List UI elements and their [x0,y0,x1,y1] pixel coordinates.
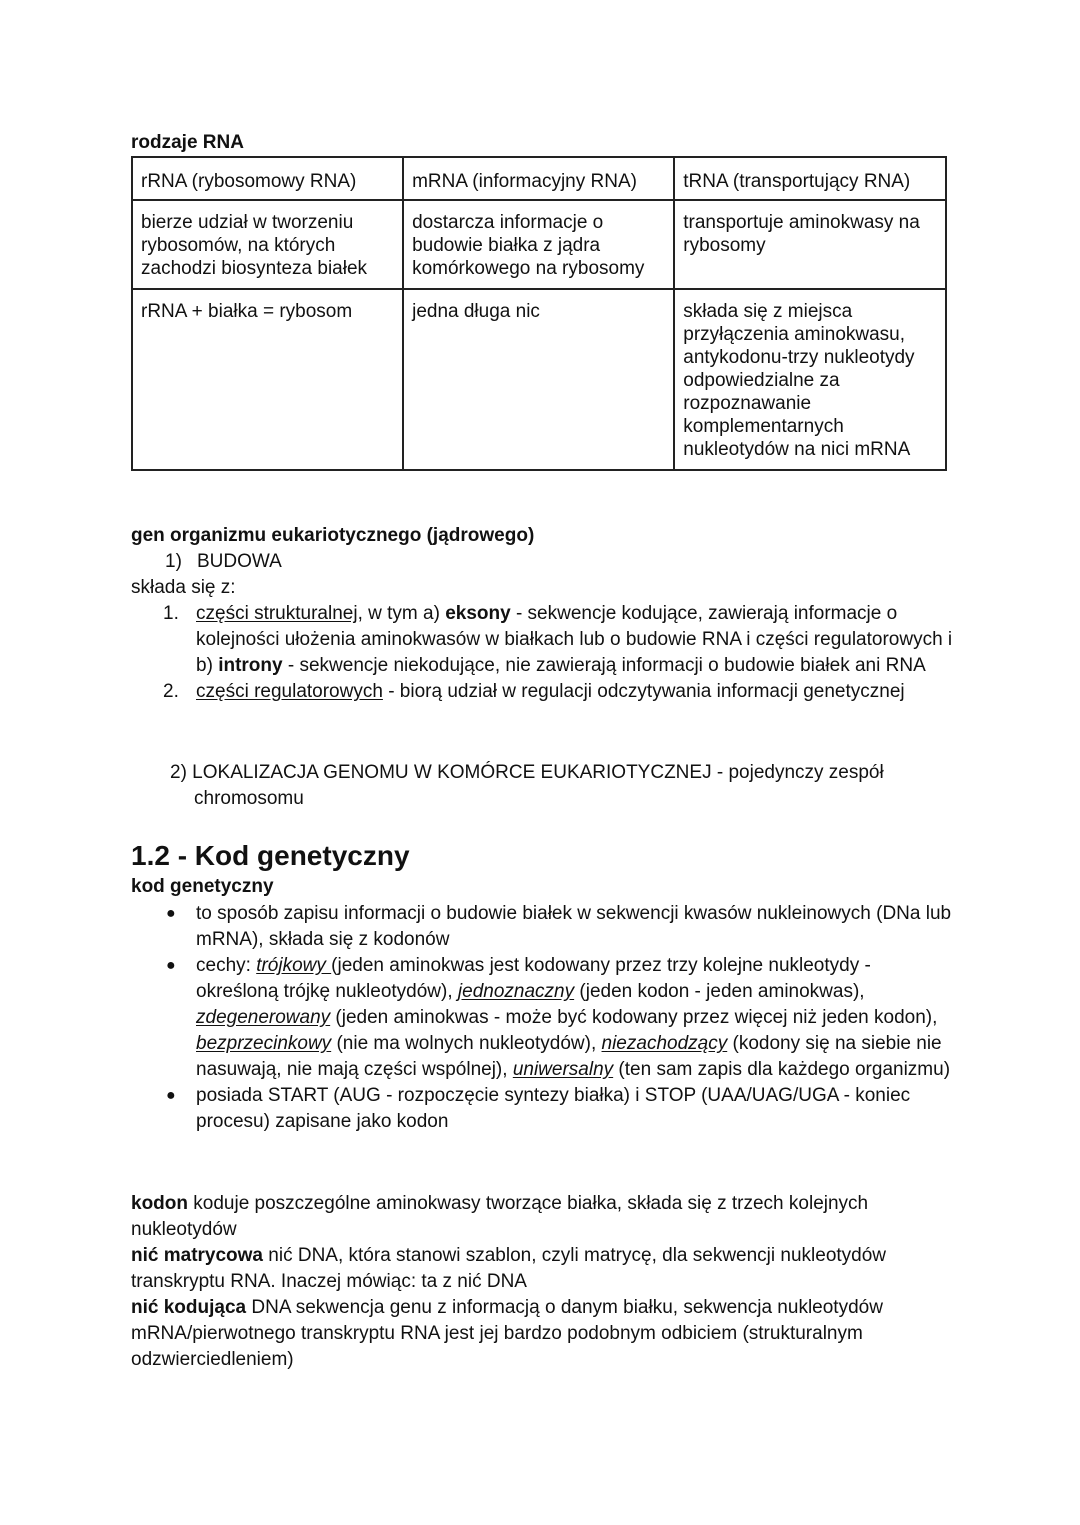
text: posiada START (AUG - rozpoczęcie syntezy białka) i STOP (UAA/UAG/UGA - koniec procesu) zapisane jako kodon [196,1085,911,1132]
term-italic-underlined: bezprzecinkowy [196,1033,332,1054]
rna-types-table [131,156,947,471]
definition-nic-matrycowa [131,1243,951,1295]
table-header-rrna: rRNA (rybosomowy RNA) [132,157,403,200]
list-number: 1. [163,603,179,624]
subsection-budowa [165,549,282,575]
term-underlined: części regulatorowych [196,681,383,702]
text: chromosomu [194,788,304,809]
text: (jeden aminokwas - może być kodowany przez więcej niż jeden kodon), [330,1007,938,1028]
text: (jeden kodon - jeden aminokwas), [574,981,865,1002]
bullet-icon: ● [166,905,176,922]
text: , w tym a) [357,603,446,624]
term-italic-underlined: zdegenerowany [196,1007,331,1028]
term-underlined: części strukturalnej [196,603,358,624]
table-header-row [132,157,946,200]
list-item [163,901,953,953]
definitions [131,1191,951,1373]
text: to sposób zapisu informacji o budowie białek w sekwencji kwasów nukleinowych (DNa lub mRNA), składa się z kodonów [196,903,952,950]
table-header-trna: tRNA (transportujący RNA) [674,157,946,200]
list-item [163,601,953,679]
list-number: 1) [165,551,182,572]
definition-term: nić kodująca [131,1297,247,1318]
section-title-genetic-code: 1.2 - Kod genetyczny [131,840,410,871]
text: - sekwencje kodujące, zawierają informacje o kolejności ułożenia aminokwasów w białkach lub o budowie RNA i części regulatorowych i b) [196,603,953,676]
subsection-lokalizacja [170,760,940,812]
subsection-label: BUDOWA [197,551,282,572]
list-item [163,953,953,1083]
table-row [132,289,946,470]
definition-term: nić matrycowa [131,1245,263,1266]
text: (ten sam zapis dla każdego organizmu) [613,1059,951,1080]
definition-text: koduje poszczególne aminokwasy tworzące białka, składa się z trzech kolejnych nukleotydów [131,1193,869,1240]
table-cell: składa się z miejsca przyłączenia aminokwasu, antykodonu-trzy nukleotydy odpowiedzialne za rozpoznawanie komplementarnych nukleotydów na nici mRNA [674,289,946,470]
section-heading-gene: gen organizmu eukariotycznego (jądrowego) [131,525,535,546]
bullet-icon: ● [166,1087,176,1104]
table-cell: transportuje aminokwasy na rybosomy [674,200,946,289]
definition-text: nić DNA, która stanowi szablon, czyli matrycę, dla sekwencji nukleotydów transkryptu RNA. Inaczej mówiąc: ta z nić DNA [131,1245,887,1292]
term-italic-underlined: niezachodzący [601,1033,728,1054]
list-number: 2. [163,681,179,702]
bullet-icon: ● [166,957,176,974]
term-bold: introny [218,655,283,676]
term-italic-underlined: uniwersalny [512,1059,614,1080]
text: (kodony się na siebie nie nasuwają, nie mają części wspólnej), [196,1033,942,1080]
list-item [163,679,953,705]
list-item [163,1083,953,1135]
gene-parts-list [163,601,953,705]
section-subheading: kod genetyczny [131,876,274,897]
definition-text: DNA sekwencja genu z informacją o danym białku, sekwencja nukleotydów mRNA/pierwotnego transkryptu RNA jest jej bardzo podobnym odbiciem (strukturalnym odzwierciedleniem) [131,1297,883,1370]
table-header-mrna: mRNA (informacyjny RNA) [403,157,674,200]
text: - sekwencje niekodujące, nie zawierają informacji o budowie białek ani RNA [282,655,926,676]
term-italic-underlined: jednoznaczny [457,981,575,1002]
text: (nie ma wolnych nukleotydów), [331,1033,602,1054]
term-italic-underlined: trójkowy [256,955,332,976]
definition-nic-kodujaca [131,1295,951,1373]
table-row [132,200,946,289]
section-heading-rna-types: rodzaje RNA [131,132,244,153]
definition-kodon [131,1191,951,1243]
text: - biorą udział w regulacji odczytywania informacji genetycznej [382,681,905,702]
text: 2) LOKALIZACJA GENOMU W KOMÓRCE EUKARIOTYCZNEJ - pojedynczy zespół [170,762,884,783]
table-cell: rRNA + białka = rybosom [132,289,403,470]
table-cell: bierze udział w tworzeniu rybosomów, na których zachodzi biosynteza białek [132,200,403,289]
term-bold: eksony [445,603,511,624]
genetic-code-bullets [163,901,953,1135]
intro-text: składa się z: [131,577,236,598]
text: cechy: [196,955,257,976]
definition-term: kodon [131,1193,188,1214]
table-cell: jedna długa nic [403,289,674,470]
table-cell: dostarcza informacje o budowie białka z jądra komórkowego na rybosomy [403,200,674,289]
text: (jeden aminokwas jest kodowany przez trzy kolejne nukleotydy -określoną trójkę nukleotydów), [196,955,871,1002]
